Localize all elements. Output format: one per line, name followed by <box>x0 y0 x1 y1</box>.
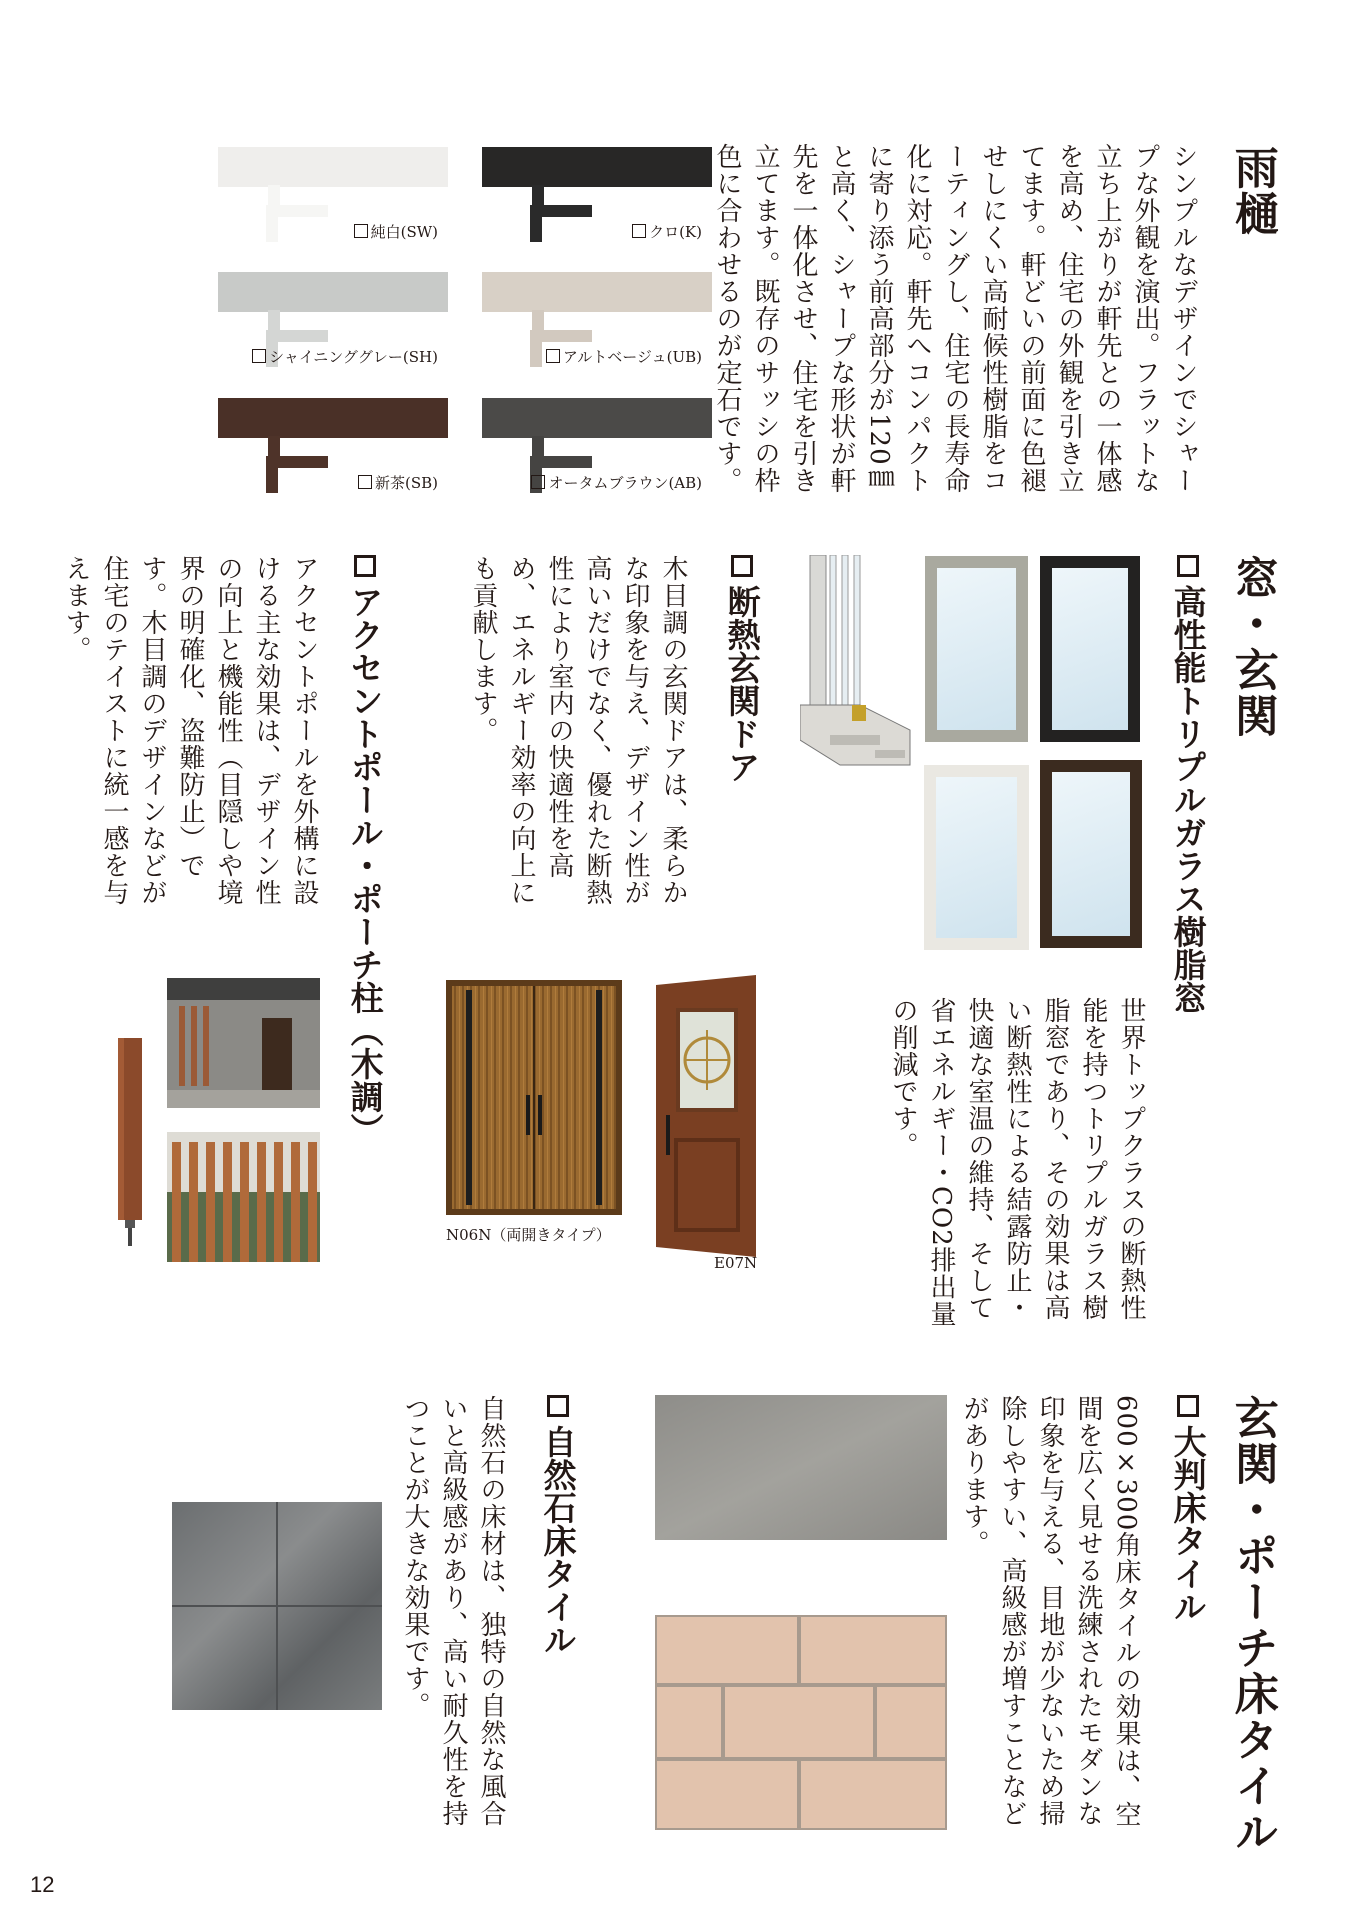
gutter-sample-beige <box>482 272 712 367</box>
stone-tile-title: 自然石床タイル <box>538 1395 578 1656</box>
gutter-swatch <box>482 398 712 438</box>
window-brown-frame <box>1040 760 1142 948</box>
pole-body: アクセントポールを外構に設ける主な効果は、デザイン性の向上と機能性（目隠しや境界の明確化、盗難防止）です。木目調のデザインなどが住宅のテイストに統一感を与えます。 <box>61 555 319 906</box>
gutter-color-label: シャイニンググレー(SH) <box>252 346 438 367</box>
single-door-image <box>656 975 756 1257</box>
gutter-sample-white <box>218 147 448 242</box>
double-door-caption: N06N（両開きタイプ） <box>446 1226 611 1244</box>
gutter-swatch <box>218 147 448 187</box>
window-dark-frame <box>1040 556 1140 742</box>
gutter-color-label: 新茶(SB) <box>358 472 438 493</box>
beige-tile-image <box>655 1615 947 1830</box>
gutter-swatch <box>218 272 448 312</box>
door-title: 断熱玄関ドア <box>722 555 762 783</box>
gutter-swatch <box>482 272 712 312</box>
gutter-swatch <box>482 147 712 187</box>
gutter-color-label: クロ(K) <box>632 221 702 242</box>
gutter-sample-gray <box>218 272 448 367</box>
window-black-frame <box>925 556 1028 742</box>
house-porch-photo <box>167 978 320 1108</box>
gutter-color-label: 純白(SW) <box>354 221 438 242</box>
gutter-swatch <box>218 398 448 438</box>
gutter-color-label: オータムブラウン(AB) <box>531 472 702 493</box>
gutter-body: シンプルなデザインでシャープな外観を演出。フラットな立ち上がりが軒先との一体感を高め、住宅の外観を引き立てます。軒どいの前面に色褪せしにくい高耐候性樹脂をコーティングし、住宅の長寿命化に対応。軒先へコンパクトに寄り添う前高部分が120㎜と高く、シャープな形状が軒先を一体化させ、住宅を引き立てます。既存のサッシの枠色に合わせるのが定石です。 <box>712 143 1198 494</box>
window-white-frame <box>924 765 1029 950</box>
gutter-sample-black <box>482 147 712 242</box>
window-entrance-heading: 窓・玄関 <box>1226 555 1278 739</box>
gutter-color-label: アルトベージュ(UB) <box>546 346 702 367</box>
large-gray-tile-image <box>655 1395 947 1540</box>
large-tile-title: 大判床タイル <box>1168 1395 1208 1623</box>
gutter-sample-autumn-brown <box>482 398 712 493</box>
window-cross-section-image <box>800 555 915 775</box>
triple-glass-title: 高性能トリプルガラス樹脂窓 <box>1168 555 1208 1014</box>
double-door-image <box>446 980 622 1215</box>
door-body: 木目調の玄関ドアは、柔らかな印象を与え、デザイン性が高いだけでなく、優れた断熱性により室内の快適性を高め、エネルギー効率の向上にも貢献します。 <box>468 555 688 906</box>
natural-stone-tile-image <box>172 1502 382 1710</box>
page-number: 12 <box>30 1872 55 1897</box>
large-tile-body: 600×300角床タイルの効果は、空間を広く見せる洗練されたモダンな印象を与える、目地が少ないため掃除しやすい、高級感が増すことなどがあります。 <box>959 1395 1141 1829</box>
pole-fence-photo <box>167 1132 320 1262</box>
floor-heading: 玄関・ポーチ床タイル <box>1226 1395 1278 1855</box>
single-door-caption: E07N <box>714 1254 758 1272</box>
triple-glass-body: 世界トップクラスの断熱性能を持つトリプルガラス樹脂窓であり、その効果は高い断熱性による結露防止・快適な室温の維持、そして省エネルギー・CO2排出量の削減です。 <box>888 997 1146 1328</box>
gutter-heading: 雨樋 <box>1226 145 1278 237</box>
stone-tile-body: 自然石の床材は、独特の自然な風合いと高級感があり、高い耐久性を持つことが大きな効果です。 <box>400 1395 506 1827</box>
pole-title: アクセントポール・ポーチ柱（木調） <box>345 555 385 1146</box>
accent-pole-image <box>116 1038 146 1246</box>
gutter-sample-brown <box>218 398 448 493</box>
